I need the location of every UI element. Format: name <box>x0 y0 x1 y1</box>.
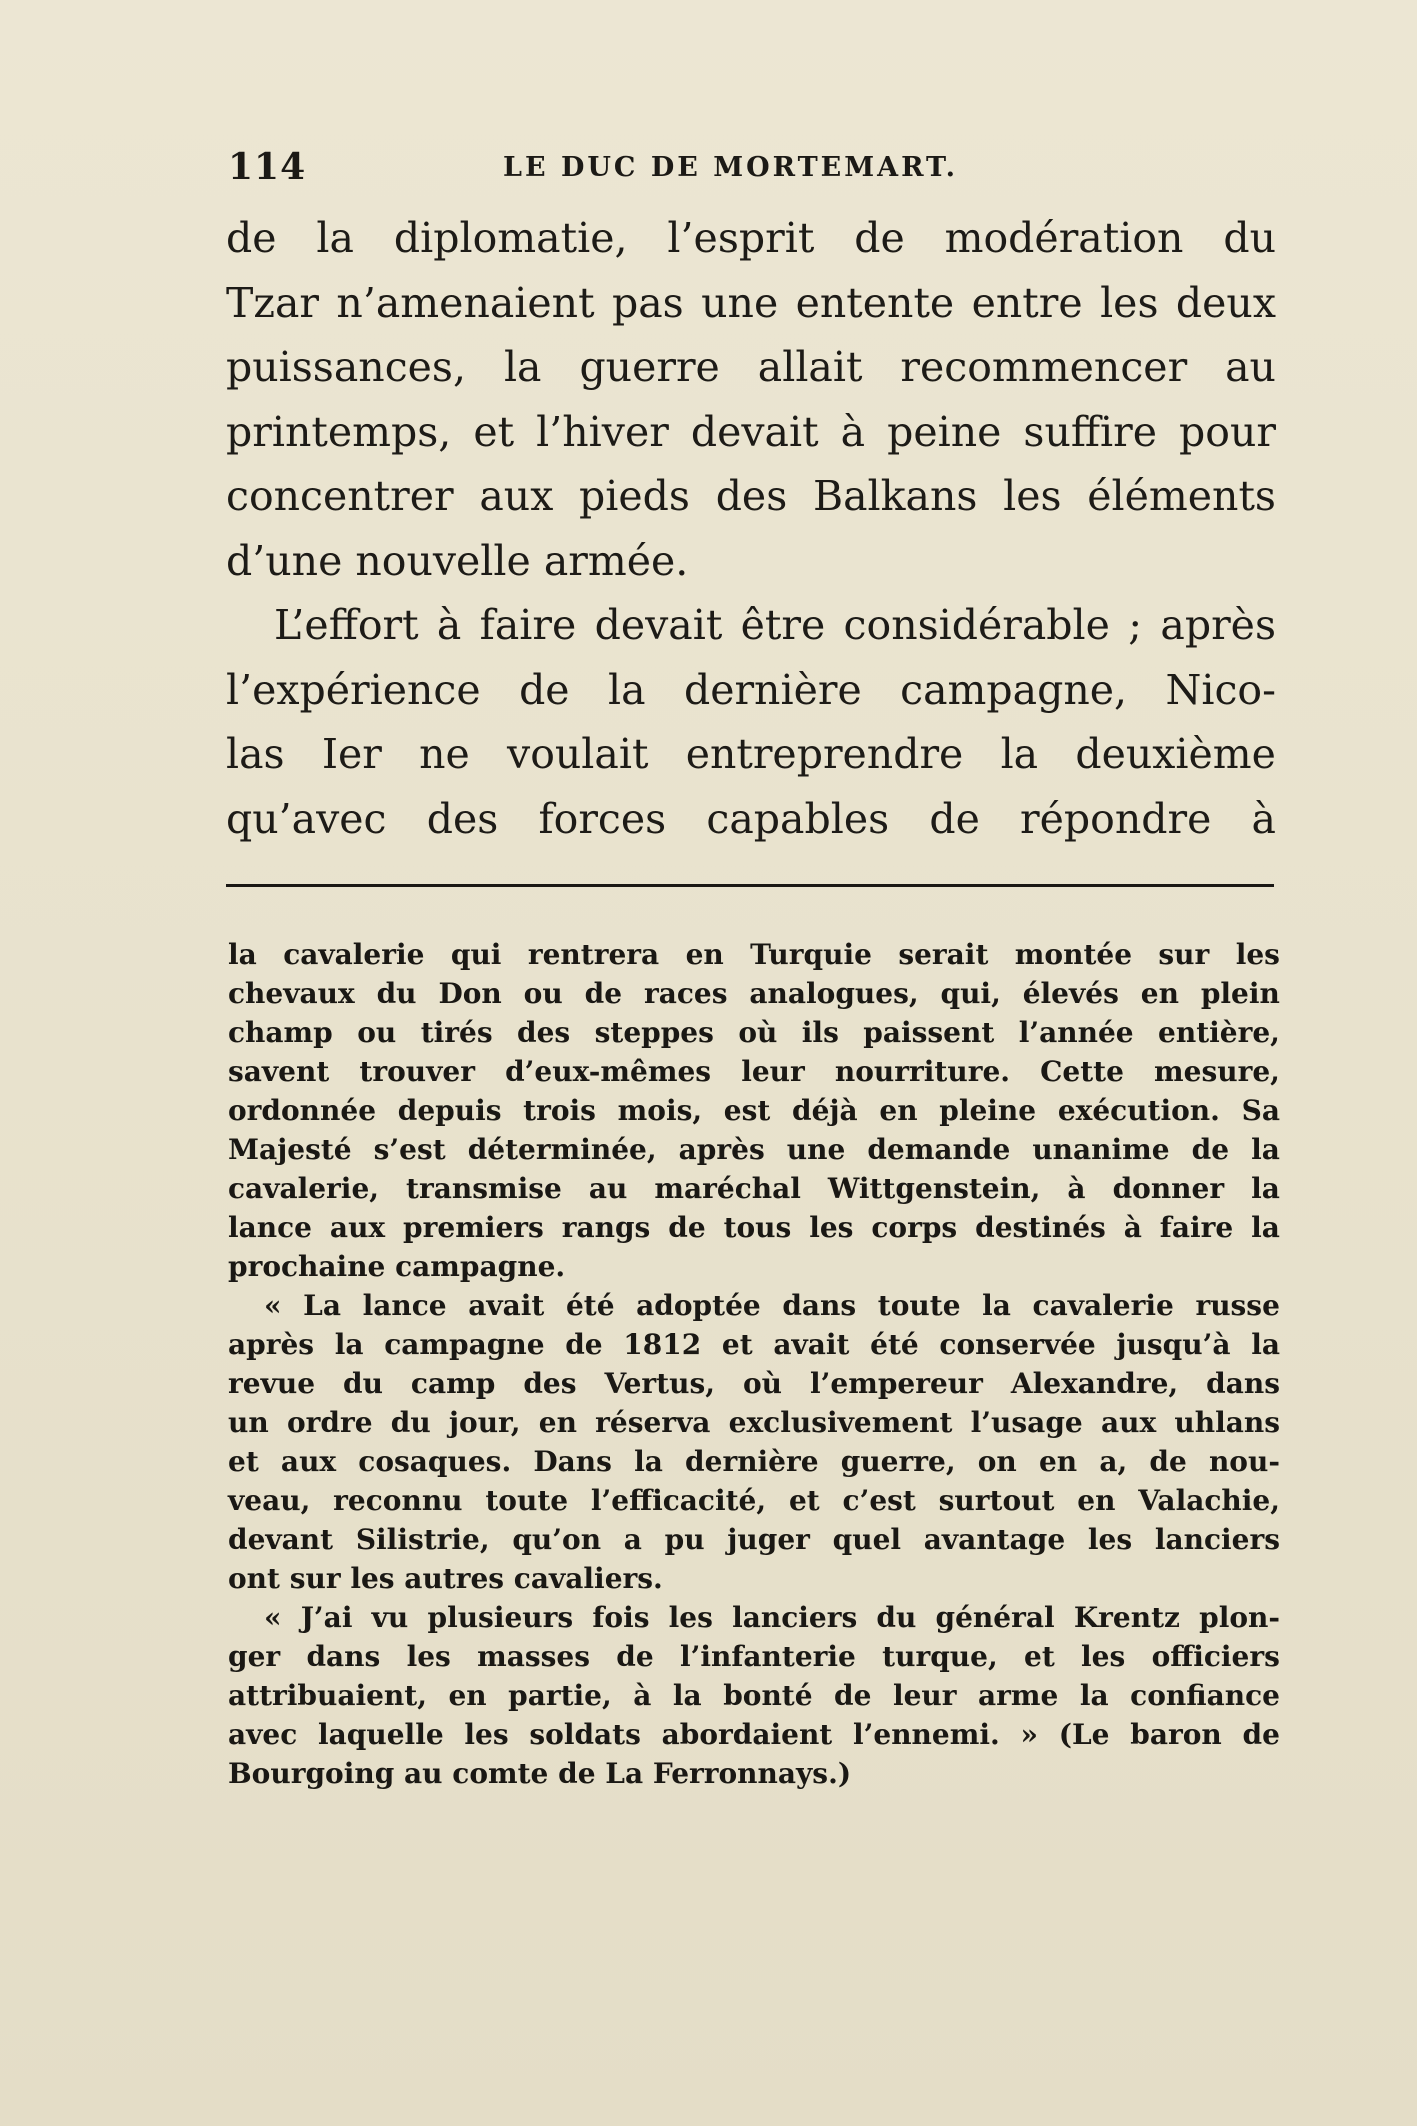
footnote-line: lance aux premiers rangs de tous les corps destinés à faire la <box>228 1211 1280 1244</box>
footnote-line: avec laquelle les soldats abordaient l’ennemi. » (Le baron de <box>228 1718 1280 1751</box>
footnote-line: cavalerie, transmise au maréchal Wittgenstein, à donner la <box>228 1172 1280 1205</box>
footnote-line: veau, reconnu toute l’efficacité, et c’est surtout en Valachie, <box>228 1484 1280 1517</box>
running-title: LE DUC DE MORTEMART. <box>503 152 959 183</box>
footnote-line: Bourgoing au comte de La Ferronnays.) <box>228 1757 852 1790</box>
footnote-line: savent trouver d’eux-mêmes leur nourriture. Cette mesure, <box>228 1055 1280 1088</box>
body-line: L’effort à faire devait être considérable ; après <box>274 601 1276 649</box>
body-line: qu’avec des forces capables de répondre à <box>226 794 1276 843</box>
footnote-line: devant Silistrie, qu’on a pu juger quel avantage les lanciers <box>228 1523 1280 1556</box>
body-line: las Ier ne voulait entreprendre la deuxième <box>226 730 1276 778</box>
body-line: d’une nouvelle armée. <box>226 536 689 585</box>
footnote-line: et aux cosaques. Dans la dernière guerre, on en a, de nou- <box>228 1445 1280 1478</box>
footnote-line: attribuaient, en partie, à la bonté de leur arme la confiance <box>228 1679 1280 1712</box>
footnote-line: prochaine campagne. <box>228 1250 566 1283</box>
footnote-line: Majesté s’est déterminée, après une demande unanime de la <box>228 1133 1280 1166</box>
footnote-line: ont sur les autres cavaliers. <box>228 1562 663 1595</box>
footnote-line: revue du camp des Vertus, où l’empereur Alexandre, dans <box>228 1367 1280 1400</box>
page-header <box>228 146 1278 196</box>
page-number: 114 <box>228 146 307 188</box>
body-line: l’expérience de la dernière campagne, Nico- <box>226 665 1276 714</box>
footnote-line: ordonnée depuis trois mois, est déjà en pleine exécution. Sa <box>228 1094 1280 1127</box>
footnote-line: ger dans les masses de l’infanterie turque, et les officiers <box>228 1640 1280 1673</box>
footnote-line: « La lance avait été adoptée dans toute la cavalerie russe <box>264 1289 1280 1322</box>
footnote-separator <box>226 884 1274 887</box>
footnote-line: chevaux du Don ou de races analogues, qui, élevés en plein <box>228 977 1280 1010</box>
body-line: concentrer aux pieds des Balkans les éléments <box>226 472 1276 520</box>
footnote-line: champ ou tirés des steppes où ils paissent l’année entière, <box>228 1016 1280 1049</box>
body-line: puissances, la guerre allait recommencer au <box>226 343 1276 391</box>
body-text <box>226 206 1276 851</box>
footnote-line: la cavalerie qui rentrera en Turquie serait montée sur les <box>228 938 1280 971</box>
body-line: printemps, et l’hiver devait à peine suffire pour <box>226 407 1276 456</box>
footnote-line: après la campagne de 1812 et avait été conservée jusqu’à la <box>228 1328 1280 1361</box>
footnote-line: un ordre du jour, en réserva exclusivement l’usage aux uhlans <box>228 1406 1280 1439</box>
body-line: de la diplomatie, l’esprit de modération du <box>226 214 1276 262</box>
footnote-line: « J’ai vu plusieurs fois les lanciers du général Krentz plon- <box>264 1601 1280 1634</box>
body-line: Tzar n’amenaient pas une entente entre les deux <box>226 278 1276 327</box>
footnote <box>228 935 1280 1793</box>
